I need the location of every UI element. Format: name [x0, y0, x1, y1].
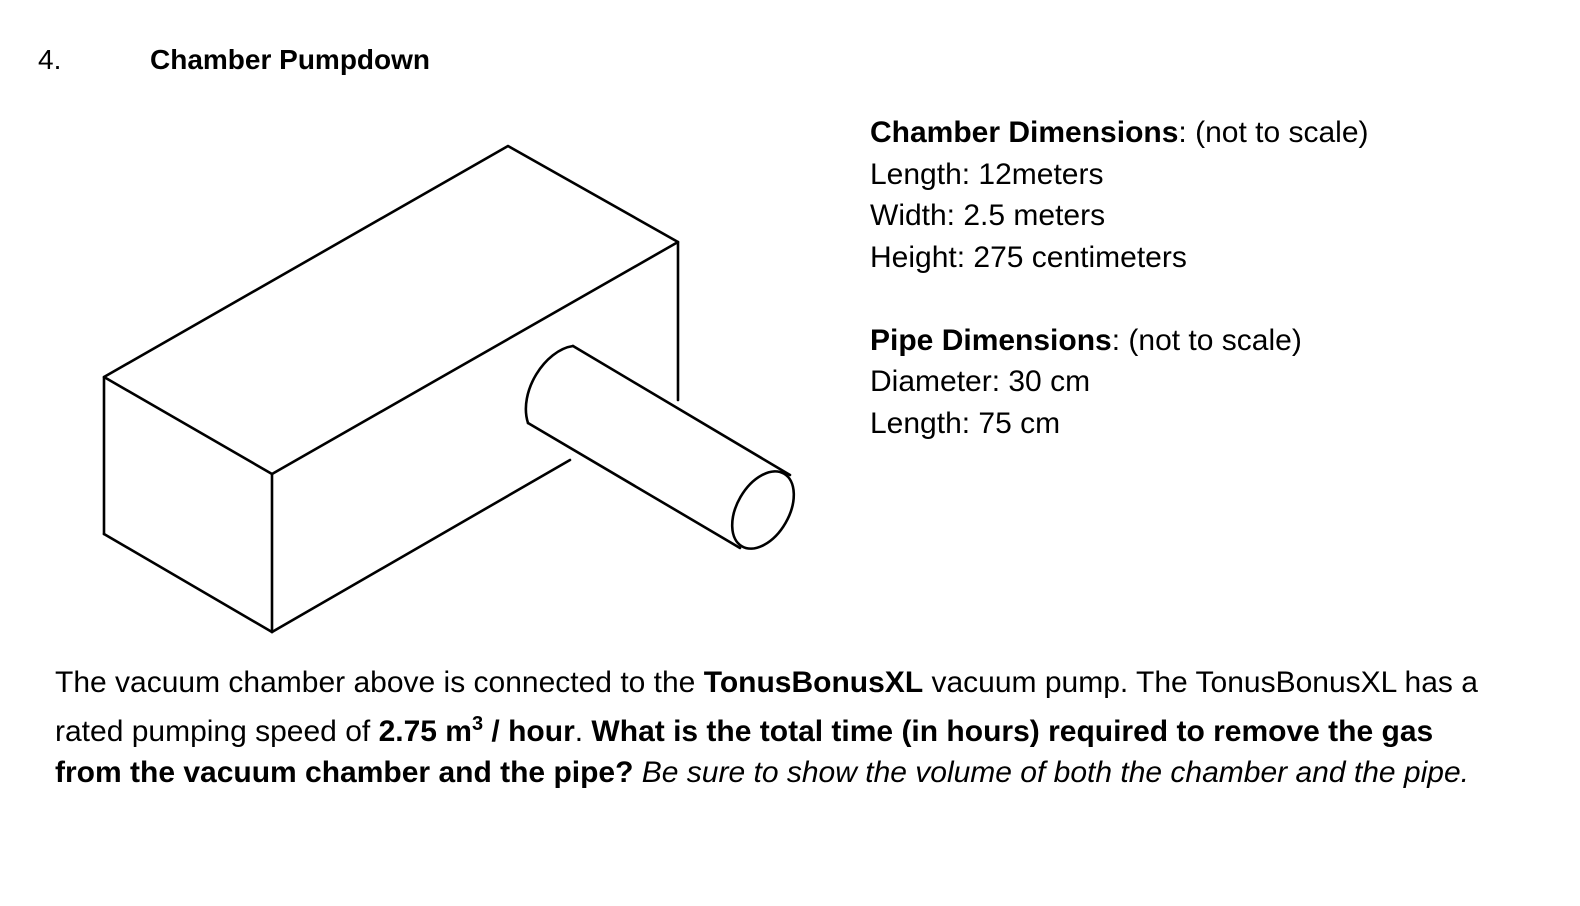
pump-name: TonusBonusXL: [703, 666, 924, 699]
pump-speed-exponent: 3: [471, 712, 484, 735]
problem-question: What is the total time (in hours) required to remove the gas from the vacuum chamber and the pipe?: [55, 714, 1434, 789]
question-title: Chamber Pumpdown: [150, 44, 431, 75]
problem-text-2: vacuum pump. The TonusBonusXL has a rated pumping speed of: [55, 666, 1478, 748]
chamber-front-bottom-edge: [104, 534, 272, 632]
question-number: 4.: [38, 44, 62, 75]
chamber-width: Width: 2.5 meters: [870, 199, 1106, 232]
chamber-pipe-diagram: [0, 0, 860, 650]
problem-text-1: The vacuum chamber above is connected to the: [55, 666, 704, 699]
chamber-heading-note: : (not to scale): [1178, 116, 1369, 149]
pump-speed-unit: / hour: [483, 714, 575, 748]
pipe-heading-label: Pipe Dimensions: [870, 323, 1112, 357]
problem-text-3: .: [574, 714, 592, 748]
problem-instruction: Be sure to show the volume of both the chamber and the pipe.: [641, 756, 1469, 789]
chamber-height: Height: 275 centimeters: [870, 240, 1187, 274]
dimension-specs: [870, 112, 1369, 444]
pipe-diameter: Diameter: 30 cm: [870, 365, 1091, 398]
problem-text-4: [633, 756, 641, 789]
chamber-length: Length: 12meters: [870, 157, 1104, 191]
pump-speed-value: 2.75 m: [378, 714, 472, 748]
pipe-length: Length: 75 cm: [870, 406, 1061, 440]
chamber-dimensions-heading: [870, 112, 1369, 154]
pipe: [526, 346, 807, 559]
spacer: [870, 278, 1369, 320]
problem-statement: [55, 662, 1485, 794]
pipe-dimensions-heading: [870, 320, 1369, 362]
chamber-right-bottom-edge: [272, 460, 570, 632]
chamber-heading-label: Chamber Dimensions: [870, 116, 1179, 149]
pump-speed: [378, 712, 575, 748]
pipe-heading-note: : (not to scale): [1111, 323, 1302, 357]
